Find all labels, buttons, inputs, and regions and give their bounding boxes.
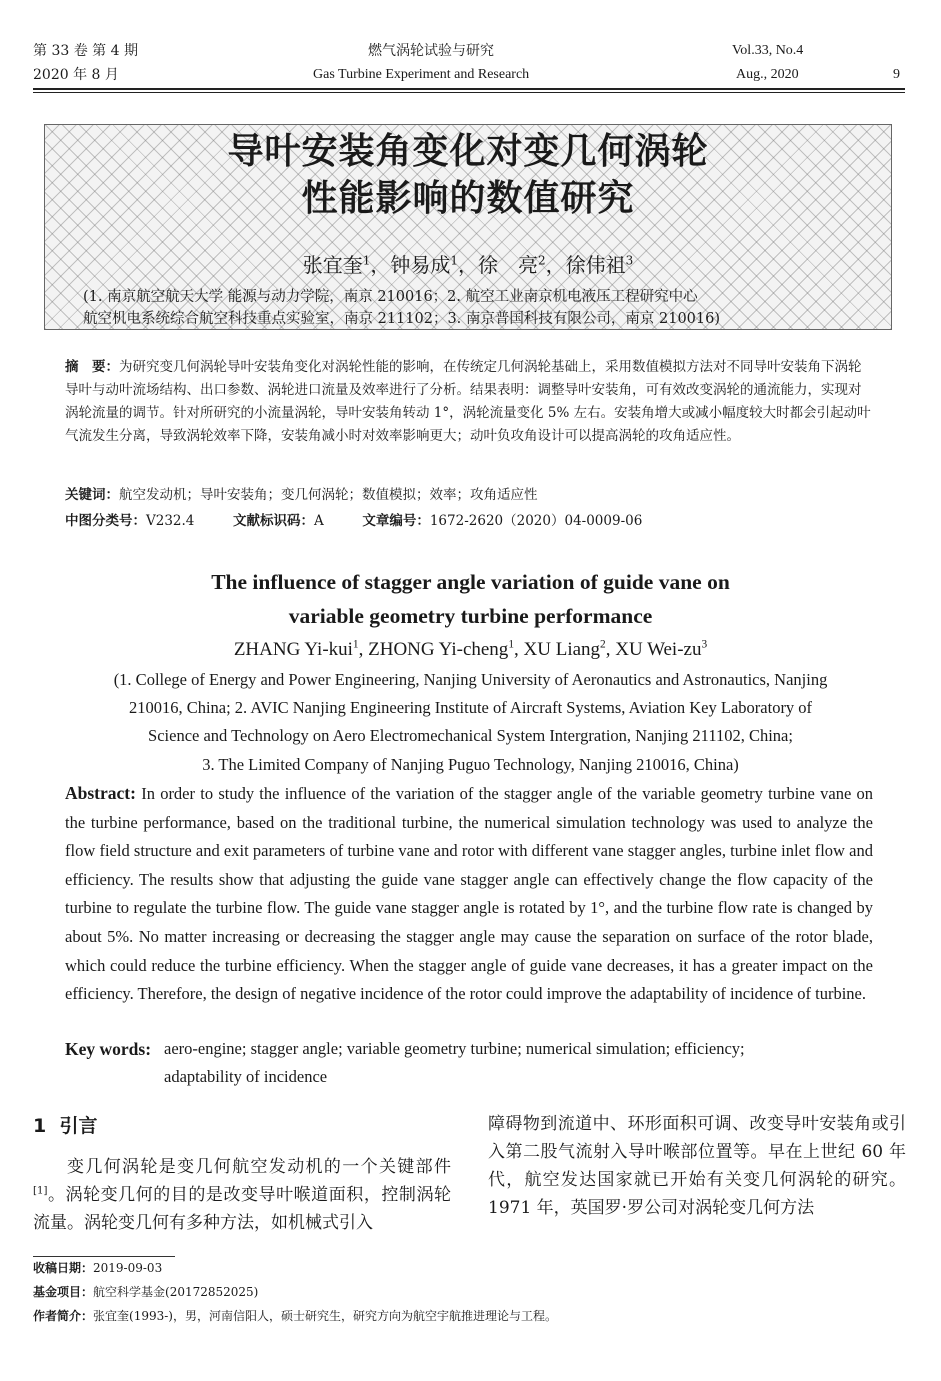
author-en: ZHANG Yi-kui [233, 639, 353, 660]
header-rule-thin [33, 92, 905, 93]
author-cn-sup: 2 [538, 253, 546, 268]
citation: [1] [33, 1185, 48, 1197]
author-en: XU Wei-zu [615, 639, 702, 660]
title-en-line2: variable geometry turbine performance [288, 604, 653, 628]
abstract-en-label: Abstract: [65, 783, 136, 803]
author-cn-sup: 1 [362, 253, 371, 268]
title-panel [44, 124, 892, 330]
title-en-line1: The influence of stagger angle variation of guide vane on [211, 570, 730, 594]
title-cn-line1: 导叶安装角变化对变几何涡轮 [227, 131, 709, 172]
author-en-sup: 1 [352, 638, 359, 651]
keywords-en-label: Key words: [65, 1039, 152, 1059]
abstract-cn [65, 356, 874, 448]
clc-label: 中图分类号： [65, 513, 146, 529]
section-heading [33, 1112, 97, 1140]
abstract-cn-label: 摘 要： [65, 359, 119, 375]
author-cn: 钟易成 [390, 253, 451, 277]
author-cn: 徐 亮 [478, 253, 538, 277]
authors-en: ZHANG Yi-kui$^1$, ZHONG Yi-cheng$^1$, XU Liang$^2$, XU Wei-$zu^3$ [233, 638, 708, 660]
title-cn-line2: 性能影响的数值研究 [301, 178, 635, 219]
author-en-sup: 2 [600, 638, 606, 651]
footnote-author: 作者简介：张宜奎(1993-)，男，河南信阳人，硕士研究生，研究方向为航空宇航推进理论与工程。 [33, 1309, 557, 1323]
classification-row [65, 510, 642, 533]
footnote-rule [33, 1256, 175, 1257]
affiliation-en-line4: 3. The Limited Company of Nanjing Puguo Technology, Nanjing 210016, China) [202, 755, 739, 774]
abstract-en [65, 779, 873, 1009]
author-cn: 徐伟祖 [565, 253, 626, 277]
author-en: XU Liang [523, 639, 601, 660]
affiliation-cn-line2: 航空机电系统综合航空科技重点实验室，南京 211102；3. 南京普国科技有限公司，南京 210016) [83, 311, 721, 327]
footnote-received: 收稿日期：2019-09-03 [33, 1261, 163, 1275]
footnote-fund: 基金项目：航空科学基金(20172852025) [33, 1285, 259, 1299]
header-journal-en: Gas Turbine Experiment and Research [313, 67, 530, 82]
abstract-cn-text: 为研究变几何涡轮导叶安装角变化对涡轮性能的影响，在传统定几何涡轮基础上，采用数值模拟方法对不同导叶安装角下涡轮导叶与动叶流场结构、出口参数、涡轮进口流量及效率进行了分析。结果表明：调整导叶安装角，可有效改变涡轮的通流能力，实现对涡轮流量的调节。针对所研究的小流量涡轮，导叶安装角转动 1°，涡轮流量变化 5% 左右。安装角增大或减小幅度较大时都会引起动叶气流发生分离，导致涡轮效率下降，安装角减小时对效率影响更大；动叶负攻角设计可以提高涡轮的攻角适应性。 [65, 359, 871, 444]
section-number: 1 [33, 1115, 47, 1137]
keywords-cn [65, 484, 538, 507]
keywords-en-line2: adaptability of incidence [164, 1067, 328, 1086]
doc-code-value: A [314, 513, 324, 529]
keywords-cn-label: 关键词： [65, 487, 119, 503]
author-cn-sup: 3 [625, 253, 634, 268]
doc-code-label: 文献标识码： [233, 513, 314, 529]
header-volume-cn: 第 33 卷 第 4 期 [33, 43, 138, 59]
left-column-paragraph: 变几何涡轮是变几何航空发动机的一个关键部件[1]。涡轮变几何的目的是改变导叶喉道面积，控制涡轮流量。涡轮变几何有多种方法，如机械式引入 [33, 1157, 451, 1233]
article-number-value: 1672-2620（2020）04-0009-06 [429, 513, 643, 529]
header-journal-cn: 燃气涡轮试验与研究 [368, 43, 494, 59]
section-title: 引言 [59, 1115, 98, 1137]
abstract-en-text: In order to study the influence of the variation of the stagger angle of the variable geometry turbine vane on the turbine performance, based on the traditional turbine, the numerical simulation technology was used to analyze the flow field structure and exit parameters of turbine vane and rotor with different vane stagger angles, turbine inlet flow and efficiency. The results show that adjusting the guide vane stagger angle can effectively change the flow capacity of the turbine to regulate the turbine flow. The guide vane stagger angle is rotated by 1°, and the turbine flow rate is changed by about 5%. No matter increasing or decreasing the stagger angle may cause the separation on surface of the rotor blade, which could reduce the turbine efficiency. When the stagger angle of guide vane decreases, it has a greater impact on the efficiency. Therefore, the design of negative incidence of the rotor could improve the adaptability of incidence of turbine. [65, 784, 874, 1004]
header-date-cn: 2020 年 8 月 [33, 67, 119, 83]
author-en-sup: 1 [508, 638, 515, 651]
article-number-label: 文章编号： [362, 513, 430, 529]
author-cn: 张宜奎 [302, 253, 363, 277]
header-rule [33, 88, 905, 90]
author-cn-sup: 1 [450, 253, 458, 268]
authors-cn: 张宜奎$^1$，钟易成$^1$，徐 亮$^2$，徐伟祖$^3$ [302, 253, 634, 277]
affiliation-en-line1: (1. College of Energy and Power Engineering, Nanjing University of Aeronautics and Astronautics, Nanjing [113, 670, 828, 689]
keywords-en-line1: aero-engine; stagger angle; variable geometry turbine; numerical simulation; efficiency; [164, 1039, 745, 1058]
clc-value: V232.4 [146, 513, 195, 529]
affiliation-cn-line1: (1. 南京航空航天大学 能源与动力学院，南京 210016；2. 航空工业南京机电液压工程研究中心 [83, 289, 698, 305]
header-date-en: Aug., 2020 [736, 67, 799, 82]
author-en-sup: 3 [701, 638, 708, 651]
header-volume-en: Vol.33, No.4 [732, 43, 804, 58]
right-column-paragraph: 障碍物到流道中、环形面积可调、改变导叶安装角或引入第二股气流射入导叶喉部位置等。早在上世纪 60 年代，航空发达国家就已开始有关变几何涡轮的研究。1971 年，英国罗·罗公司对涡轮变几何方法 [488, 1114, 906, 1218]
author-en: ZHONG Yi-cheng [368, 639, 509, 660]
affiliation-en-line2: 210016, China; 2. AVIC Nanjing Engineering Institute of Aircraft Systems, Aviation Key Laboratory of [128, 698, 813, 717]
affiliation-en-line3: Science and Technology on Aero Electromechanical System Intergration, Nanjing 211102, China; [148, 726, 793, 745]
keywords-cn-text: 航空发动机；导叶安装角；变几何涡轮；数值模拟；效率；攻角适应性 [119, 487, 538, 503]
header-page-number: 9 [893, 67, 900, 82]
